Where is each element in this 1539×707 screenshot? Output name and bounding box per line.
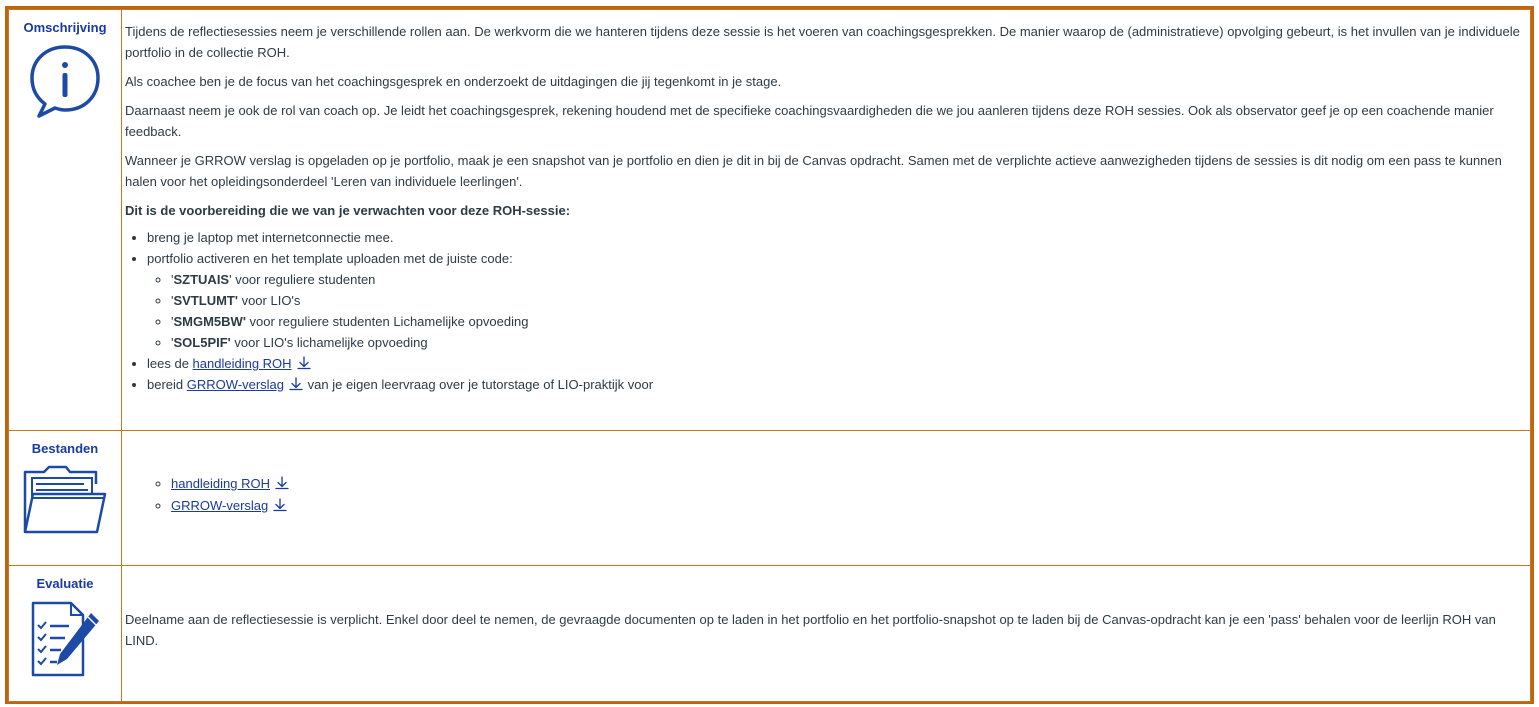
omschrijving-paragraph: Wanneer je GRROW verslag is opgeladen op je portfolio, maak je een snapshot van je portfolio en dien je dit in bij de Canvas opdracht. Samen met de verplichte actieve aanwezigheden tijdens de sessies is dit nodig om een pass te kunnen halen voor het opleidingsonderdeel 'Leren van individuele leerlingen'. <box>125 153 1502 189</box>
prep-item: • breng je laptop met internetconnectie mee. <box>147 227 1522 248</box>
code-item: ◦ 'SMGM5BW' voor reguliere studenten Lichamelijke opvoeding <box>171 311 1522 332</box>
file-item <box>171 473 1522 495</box>
download-icon[interactable] <box>274 476 290 490</box>
evaluatie-text: Deelname aan de reflectiesessie is verplicht. Enkel door deel te nemen, de gevraagde documenten op te laden in het portfolio en het portfolio-snapshot op te laden bij de Canvas-opdracht kan je een 'pass' behalen voor de leerlijn ROH van LIND. <box>125 612 1496 648</box>
bestanden-content <box>122 431 1531 566</box>
prep-heading: Dit is de voorbereiding die we van je verwachten voor deze ROH-sessie: <box>125 203 571 218</box>
code-item: ◦ 'SOL5PIF' voor LIO's lichamelijke opvoeding <box>171 332 1522 353</box>
file-item <box>171 495 1522 517</box>
folder-icon <box>22 464 108 536</box>
bestanden-side <box>9 431 122 566</box>
grrow-verslag-link[interactable]: GRROW-verslag <box>186 377 285 392</box>
code-item: ◦ 'SVTLUMT' voor LIO's <box>171 290 1522 311</box>
info-speech-bubble-icon <box>27 43 103 119</box>
evaluatie-side <box>9 566 122 702</box>
handleiding-roh-link[interactable]: handleiding ROH <box>192 356 292 371</box>
download-icon[interactable] <box>296 356 312 370</box>
code-value: SVTLUMT' <box>173 293 238 308</box>
evaluatie-content <box>122 566 1531 702</box>
download-icon[interactable] <box>288 377 304 391</box>
file-link-handleiding-roh[interactable]: handleiding ROH <box>171 476 271 491</box>
download-icon[interactable] <box>272 498 288 512</box>
evaluatie-label: Evaluatie <box>36 576 94 591</box>
file-list <box>125 473 1522 517</box>
code-value: SZTUAIS <box>173 272 230 287</box>
prep-item <box>147 248 1522 353</box>
content-frame <box>5 6 1534 704</box>
info-table <box>8 9 1531 702</box>
omschrijving-paragraph: Daarnaast neem je ook de rol van coach op. Je leidt het coachingsgesprek, rekening houdend met de specifieke coachingsvaardigheden die we jou aanleren tijdens deze ROH sessies. Ook als observator geef je op een coachende manier feedback. <box>125 103 1494 139</box>
omschrijving-side <box>9 10 122 431</box>
bestanden-label: Bestanden <box>31 441 99 456</box>
prep-item: • lees de handleiding ROH <box>147 353 1522 374</box>
code-item: ◦ 'SZTUAIS' voor reguliere studenten <box>171 269 1522 290</box>
prep-item-text: portfolio activeren en het template uploaden met de juiste code: <box>147 251 513 266</box>
omschrijving-content <box>122 10 1531 431</box>
code-list <box>147 269 1522 353</box>
prep-item: • bereid GRROW-verslag van je eigen leervraag over je tutorstage of LIO-praktijk voor <box>147 374 1522 395</box>
file-link-grrow-verslag[interactable]: GRROW-verslag <box>171 498 269 513</box>
prep-list <box>125 227 1522 395</box>
row-evaluatie <box>9 566 1531 702</box>
omschrijving-paragraph: Als coachee ben je de focus van het coachingsgesprek en onderzoekt de uitdagingen die jij tegenkomt in je stage. <box>125 74 782 89</box>
checklist-pen-icon <box>27 599 103 679</box>
row-omschrijving <box>9 10 1531 431</box>
code-value: SMGM5BW' <box>173 314 246 329</box>
row-bestanden <box>9 431 1531 566</box>
code-value: SOL5PIF' <box>173 335 231 350</box>
omschrijving-label: Omschrijving <box>23 20 107 35</box>
omschrijving-paragraph: Tijdens de reflectiesessies neem je verschillende rollen aan. De werkvorm die we hanteren tijdens deze sessie is het voeren van coachingsgesprekken. De manier waarop de (administratieve) opvolging gebeurt, is het invullen van je individuele portfolio in de collectie ROH. <box>125 24 1520 60</box>
